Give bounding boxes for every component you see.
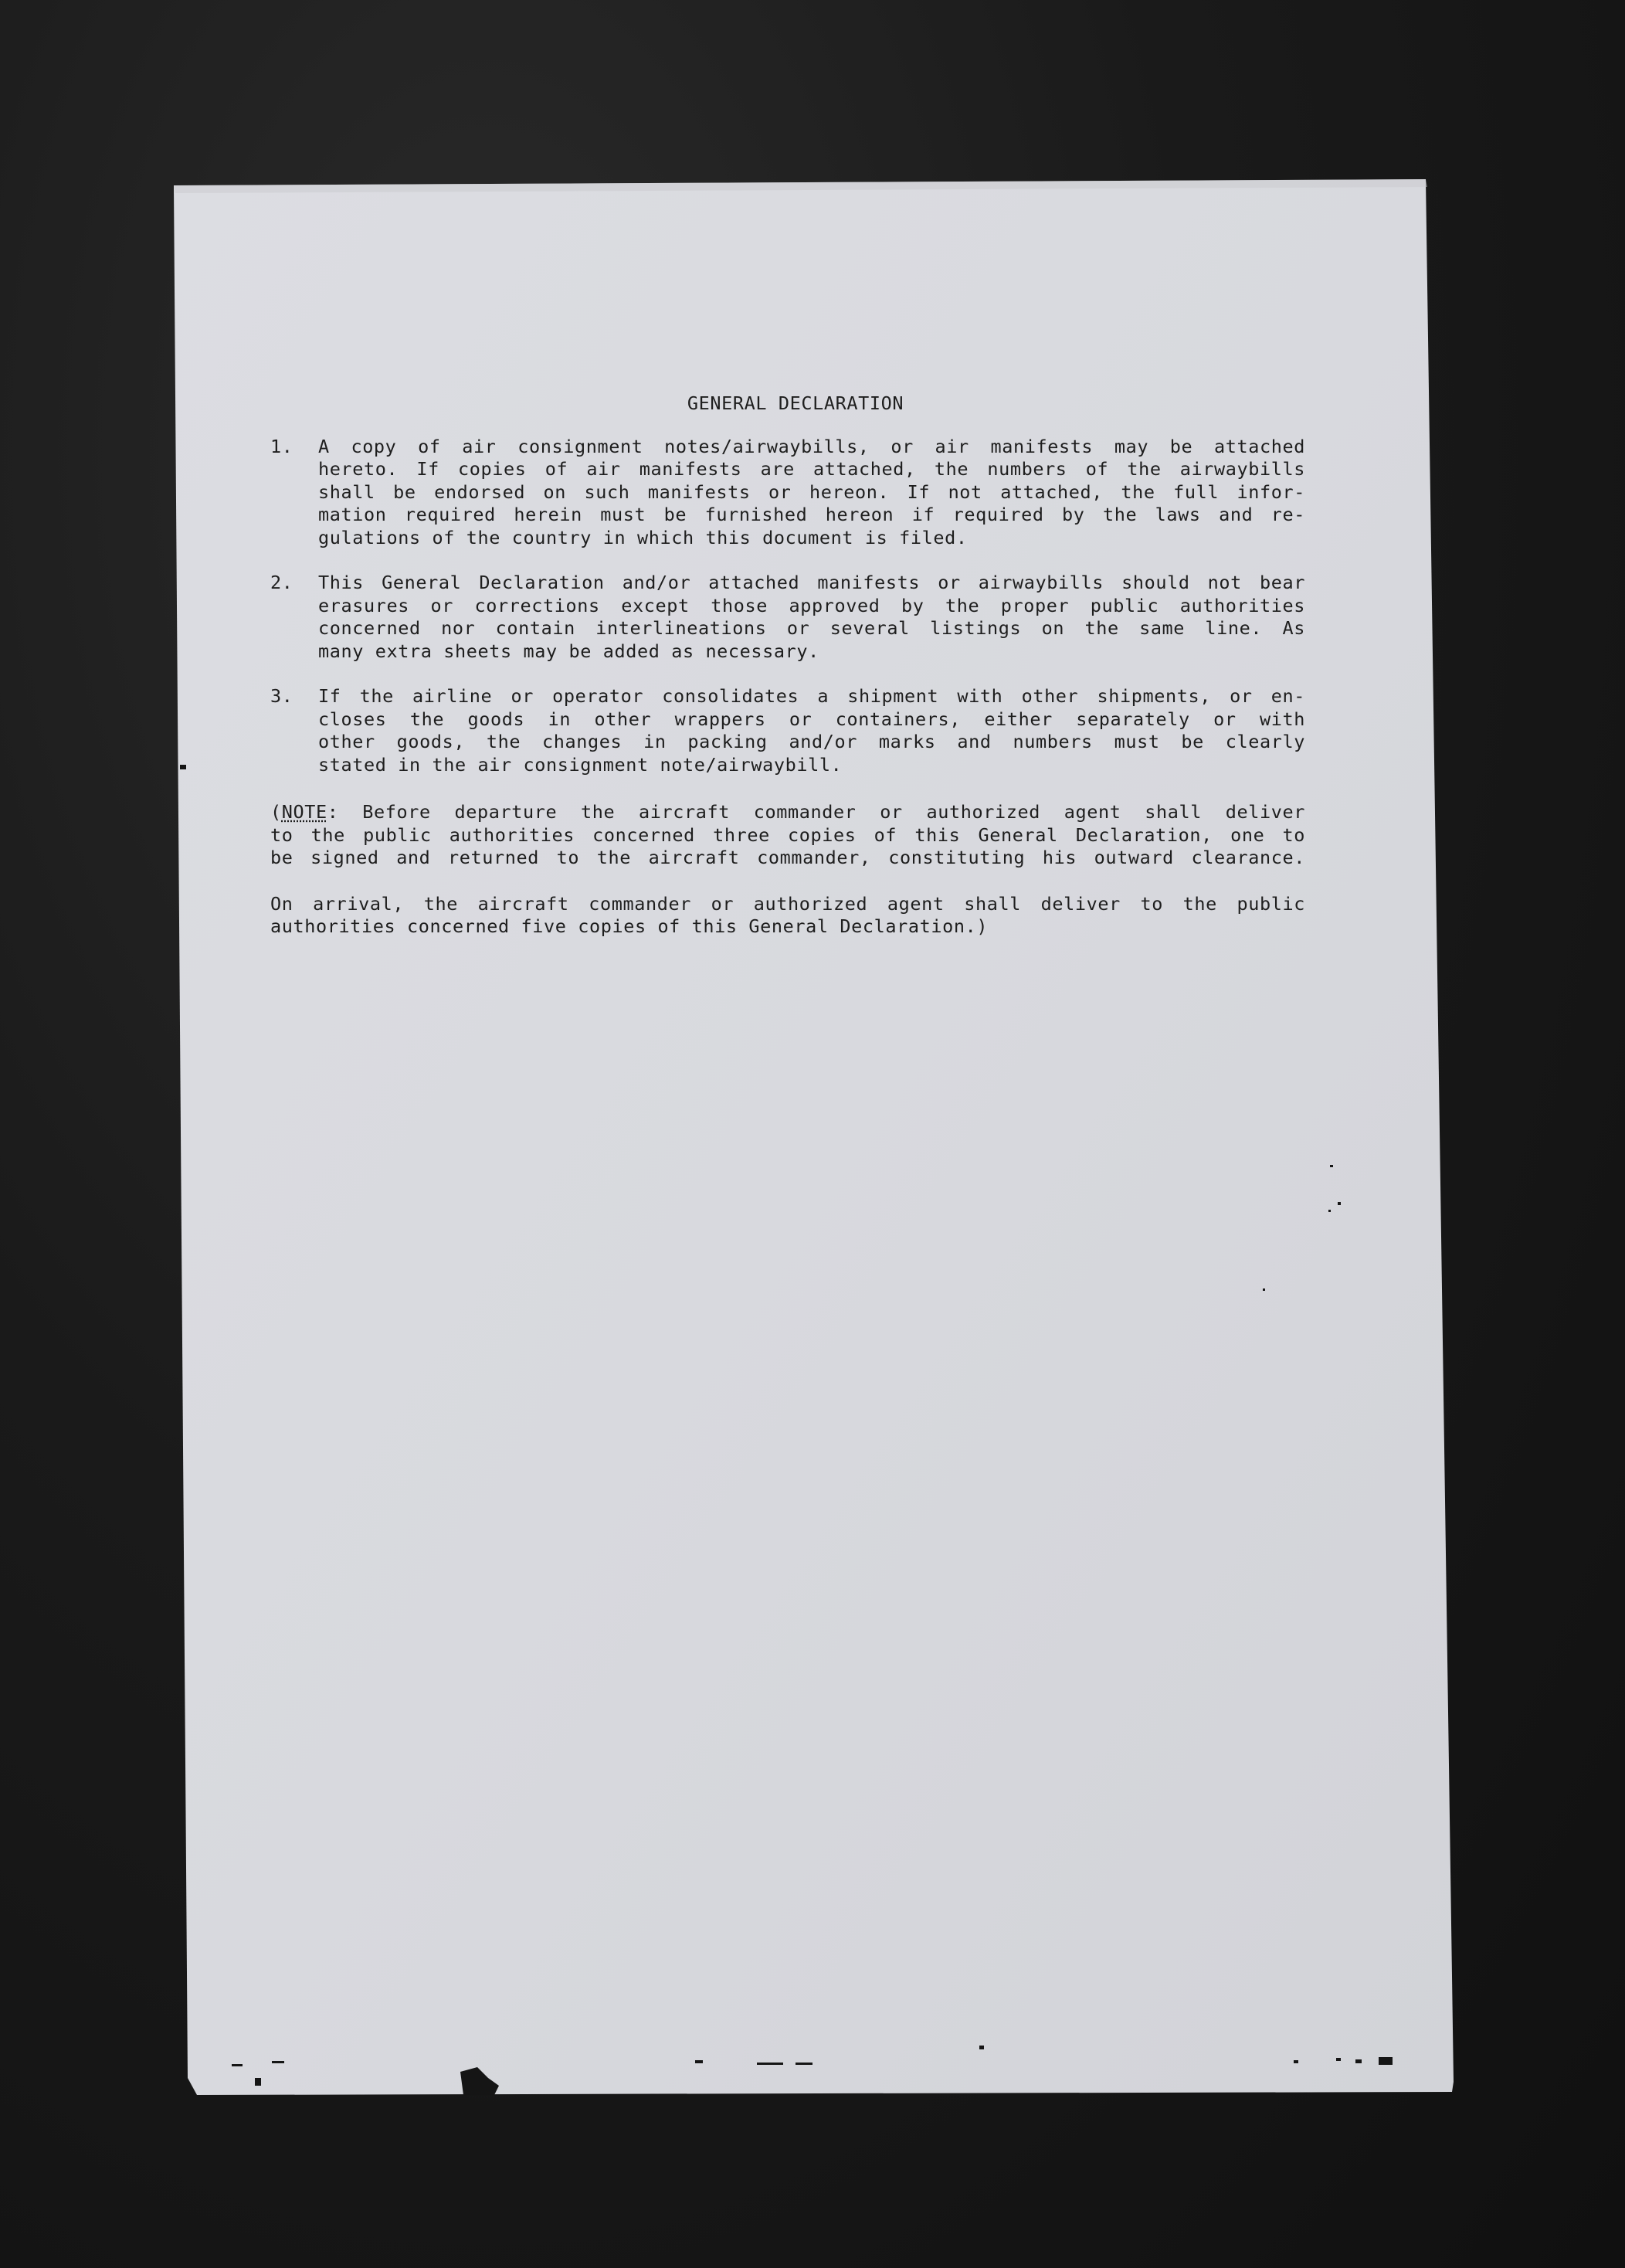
- general-declaration-document: [270, 392, 1305, 962]
- declaration-item-2: [270, 572, 1305, 663]
- text-line: many extra sheets may be added as necessary.: [318, 640, 819, 662]
- text-line: shall be endorsed on such manifests or hereon. If not attached, the full infor-: [318, 480, 1305, 503]
- item-number: 3.: [270, 685, 293, 707]
- note-first-line: [270, 801, 1305, 824]
- declaration-item-1: [270, 436, 1305, 550]
- document-title: GENERAL DECLARATION: [687, 392, 904, 414]
- item-text: [318, 572, 1305, 663]
- declaration-item-3: [270, 685, 1305, 776]
- text-line: closes the goods in other wrappers or containers, either separately or with: [318, 708, 1305, 730]
- text-line: hereto. If copies of air manifests are attached, the numbers of the airwaybills: [318, 458, 1305, 480]
- text-line: On arrival, the aircraft commander or authorized agent shall deliver to the public: [270, 892, 1305, 915]
- item-text: [318, 685, 1305, 776]
- text-line: erasures or corrections except those approved by the proper public authorities: [318, 594, 1305, 616]
- text-line: authorities concerned five copies of this General Declaration.): [270, 915, 989, 937]
- text-line: A copy of air consignment notes/airwaybills, or air manifests may be attached: [318, 435, 1305, 457]
- text-line: stated in the air consignment note/airwaybill.: [318, 753, 843, 776]
- note-section: [270, 801, 1305, 939]
- text-line: mation required herein must be furnished hereon if required by the laws and re-: [318, 504, 1305, 525]
- departure-note: [270, 801, 1305, 870]
- text-line: other goods, the changes in packing and/or marks and numbers must be clearly: [318, 731, 1305, 752]
- text-line: be signed and returned to the aircraft commander, constituting his outward clearance.: [270, 847, 1305, 868]
- text-line: concerned nor contain interlineations or several listings on the same line. As: [318, 617, 1305, 639]
- item-number: 1.: [270, 435, 293, 457]
- text-line: If the airline or operator consolidates a shipment with other shipments, or en-: [318, 685, 1305, 707]
- item-text: [318, 436, 1305, 550]
- note-open-paren: (: [270, 801, 282, 823]
- arrival-note: [270, 893, 1305, 939]
- text-line: to the public authorities concerned three copies of this General Declaration, one to: [270, 823, 1305, 846]
- text-line: This General Declaration and/or attached manifests or airwaybills should not bear: [318, 572, 1305, 593]
- note-first-line-text: : Before departure the aircraft commander or authorized agent shall deliver: [327, 801, 1305, 823]
- item-number: 2.: [270, 572, 293, 593]
- note-label: NOTE: [281, 801, 327, 823]
- text-line: gulations of the country in which this document is filed.: [318, 526, 968, 548]
